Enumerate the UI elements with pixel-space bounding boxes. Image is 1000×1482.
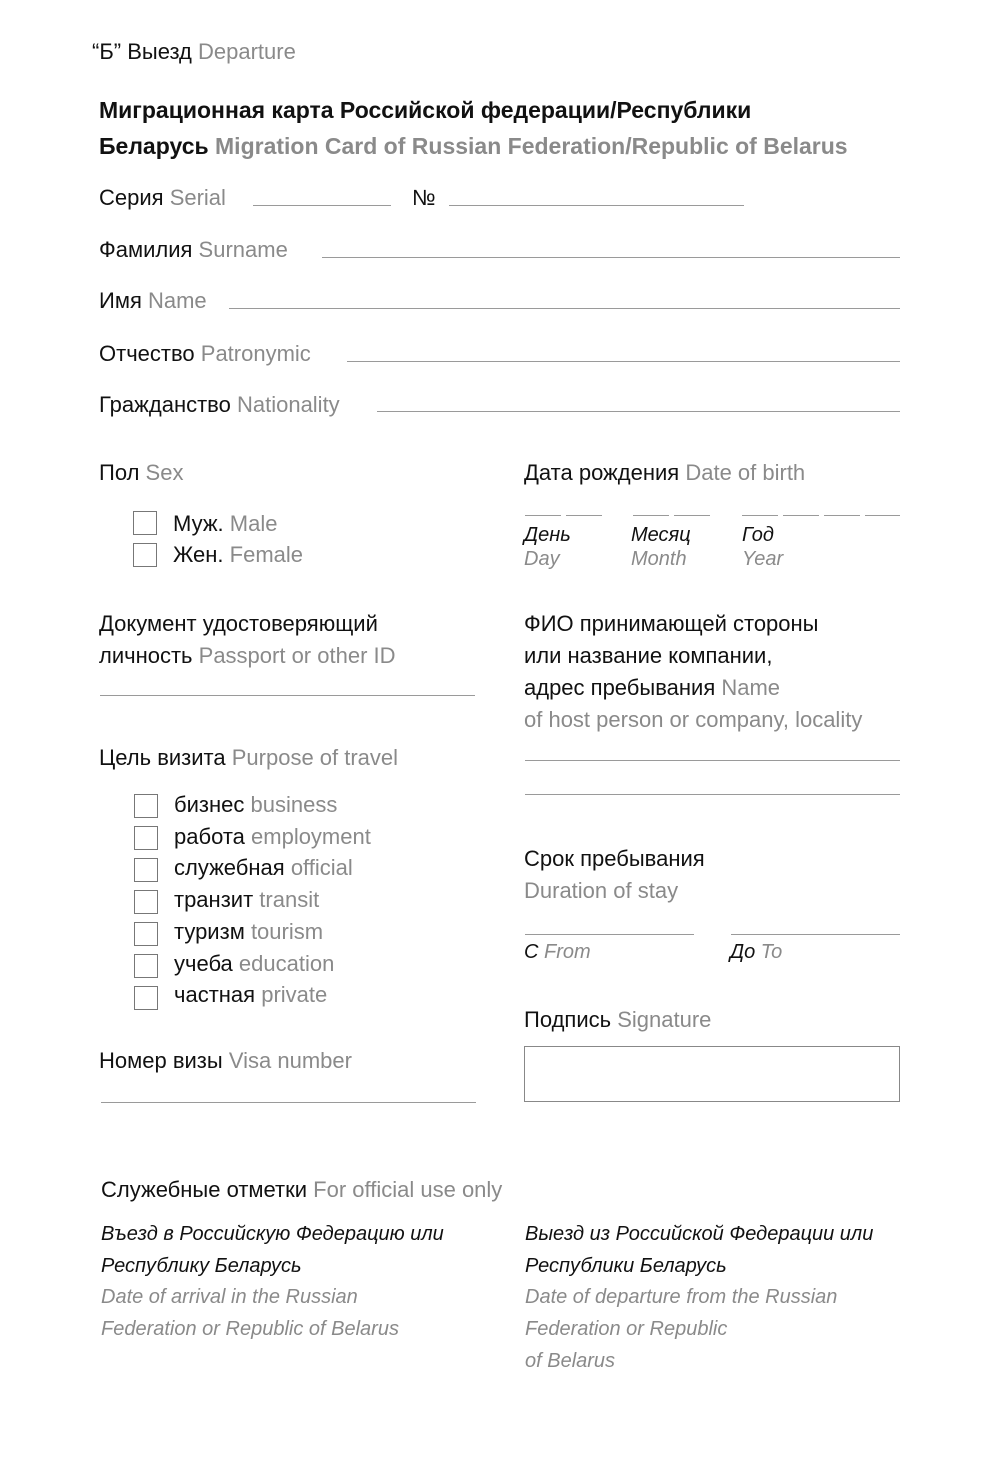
number-field[interactable] (449, 205, 744, 206)
female-ru: Жен. (173, 542, 224, 567)
dob-year-en: Year (742, 548, 784, 570)
tourism-en: tourism (250, 919, 324, 944)
purpose-private-checkbox[interactable] (134, 986, 158, 1010)
serial-en: Serial (169, 185, 226, 210)
tourism-ru: туризм (174, 919, 245, 944)
business-en: business (250, 792, 338, 817)
title-ru-line2: Беларусь (99, 133, 209, 159)
dob-day-digit-1[interactable] (525, 515, 561, 516)
patronymic-ru: Отчество (99, 341, 195, 366)
sex-female-label (173, 542, 303, 568)
education-ru: учеба (174, 951, 233, 976)
sex-male-label (173, 511, 277, 537)
purpose-employment-checkbox[interactable] (134, 826, 158, 850)
dob-month-digit-1[interactable] (633, 515, 669, 516)
purpose-business-checkbox[interactable] (134, 794, 158, 818)
male-en: Male (229, 511, 278, 536)
purpose-tourism-checkbox[interactable] (134, 922, 158, 946)
stay-to-field[interactable] (731, 934, 900, 935)
from-en: From (544, 941, 591, 963)
female-en: Female (229, 542, 304, 567)
dob-day-en: Day (524, 548, 560, 570)
host-ru-line1: ФИО принимающей стороны (524, 611, 819, 636)
private-en: private (261, 982, 328, 1007)
card-header (92, 39, 296, 65)
stay-from-field[interactable] (525, 934, 694, 935)
header-ru: “Б” Выезд (92, 39, 192, 64)
dob-label (524, 460, 805, 486)
name-ru: Имя (99, 288, 142, 313)
stay-to-label (730, 940, 782, 964)
title-ru-line1: Миграционная карта Российской федерации/Республики (99, 97, 752, 123)
sex-male-checkbox[interactable] (133, 511, 157, 535)
dob-month-en: Month (631, 548, 687, 570)
surname-label (99, 237, 288, 263)
business-ru: бизнес (174, 792, 245, 817)
purpose-label (99, 745, 398, 771)
sex-female-checkbox[interactable] (133, 543, 157, 567)
purpose-tourism-label (174, 919, 323, 945)
dob-year-digit-1[interactable] (742, 515, 778, 516)
official-en: For official use only (313, 1177, 503, 1202)
visa-label (99, 1048, 352, 1074)
visa-ru: Номер визы (99, 1048, 223, 1073)
dob-ru: Дата рождения (524, 460, 680, 485)
dob-year-digit-3[interactable] (824, 515, 860, 516)
private-ru: частная (174, 982, 256, 1007)
nationality-label (99, 392, 340, 418)
dob-day-digit-2[interactable] (566, 515, 602, 516)
surname-ru: Фамилия (99, 237, 193, 262)
sex-label (99, 460, 183, 486)
patronymic-en: Patronymic (200, 341, 311, 366)
arrival-en-line2: Federation or Republic of Belarus (101, 1318, 399, 1340)
arrival-ru-line2: Республику Беларусь (101, 1255, 302, 1277)
dob-month-ru: Месяц (631, 524, 691, 546)
passport-en: Passport or other ID (198, 643, 396, 668)
dob-en: Date of birth (685, 460, 806, 485)
official-ru: служебная (174, 855, 285, 880)
nationality-en: Nationality (236, 392, 340, 417)
purpose-en: Purpose of travel (231, 745, 399, 770)
arrival-en-line1: Date of arrival in the Russian (101, 1286, 358, 1308)
dob-year-digit-2[interactable] (783, 515, 819, 516)
serial-ru: Серия (99, 185, 164, 210)
host-field-2[interactable] (525, 794, 900, 795)
surname-field[interactable] (322, 257, 900, 258)
departure-en-line2: Federation or Republic (525, 1318, 728, 1340)
education-en: education (238, 951, 335, 976)
transit-ru: транзит (174, 887, 254, 912)
departure-ru-line2: Республики Беларусь (525, 1255, 727, 1277)
host-line3 (524, 675, 780, 701)
number-label: № (412, 185, 436, 210)
male-ru: Муж. (173, 511, 224, 536)
purpose-transit-label (174, 887, 319, 913)
signature-ru: Подпись (524, 1007, 612, 1032)
arrival-ru-line1: Въезд в Российскую Федерацию или (101, 1223, 444, 1245)
serial-field[interactable] (253, 205, 391, 206)
official-en: official (290, 855, 353, 880)
title-en: Migration Card of Russian Federation/Republic of Belarus (215, 133, 848, 159)
purpose-business-label (174, 792, 337, 818)
employment-ru: работа (174, 824, 245, 849)
dob-month-digit-2[interactable] (674, 515, 710, 516)
patronymic-label (99, 341, 311, 367)
official-ru: Служебные отметки (101, 1177, 308, 1202)
nationality-ru: Гражданство (99, 392, 231, 417)
stay-ru: Срок пребывания (524, 846, 705, 871)
title-line2 (99, 133, 848, 159)
purpose-education-label (174, 951, 334, 977)
signature-label (524, 1007, 711, 1033)
name-label (99, 288, 207, 314)
passport-line2 (99, 643, 396, 669)
passport-ru-line2: личность (99, 643, 193, 668)
from-ru: С (524, 941, 539, 963)
departure-en-line1: Date of departure from the Russian (525, 1286, 838, 1308)
patronymic-field[interactable] (347, 361, 900, 362)
header-en: Departure (198, 39, 296, 64)
purpose-official-label (174, 855, 353, 881)
host-ru-line3: адрес пребывания (524, 675, 716, 700)
sex-en: Sex (145, 460, 184, 485)
visa-field[interactable] (101, 1102, 476, 1103)
passport-ru-line1: Документ удостоверяющий (99, 611, 378, 636)
purpose-ru: Цель визита (99, 745, 226, 770)
employment-en: employment (251, 824, 371, 849)
purpose-private-label (174, 982, 327, 1008)
serial-label (99, 185, 226, 211)
name-en: Name (147, 288, 207, 313)
passport-field[interactable] (100, 695, 475, 696)
purpose-employment-label (174, 824, 371, 850)
transit-en: transit (259, 887, 320, 912)
host-en-line1: Name (721, 675, 781, 700)
dob-year-digit-4[interactable] (865, 515, 900, 516)
purpose-education-checkbox[interactable] (134, 954, 158, 978)
sex-ru: Пол (99, 460, 140, 485)
official-label (101, 1177, 502, 1203)
nationality-field[interactable] (377, 411, 900, 412)
stay-from-label (524, 940, 591, 964)
departure-en-line3: of Belarus (525, 1350, 616, 1372)
stay-en: Duration of stay (524, 878, 679, 903)
dob-day-ru: День (524, 524, 571, 546)
name-field[interactable] (229, 308, 900, 309)
purpose-transit-checkbox[interactable] (134, 890, 158, 914)
signature-en: Signature (617, 1007, 712, 1032)
to-ru: До (730, 941, 756, 963)
purpose-official-checkbox[interactable] (134, 858, 158, 882)
surname-en: Surname (198, 237, 288, 262)
visa-en: Visa number (228, 1048, 352, 1073)
to-en: To (760, 941, 783, 963)
host-en-line2: of host person or company, locality (524, 707, 863, 732)
signature-box[interactable] (524, 1046, 900, 1102)
departure-ru-line1: Выезд из Российской Федерации или (525, 1223, 874, 1245)
host-field-1[interactable] (525, 760, 900, 761)
dob-year-ru: Год (742, 524, 774, 546)
host-ru-line2: или название компании, (524, 643, 773, 668)
